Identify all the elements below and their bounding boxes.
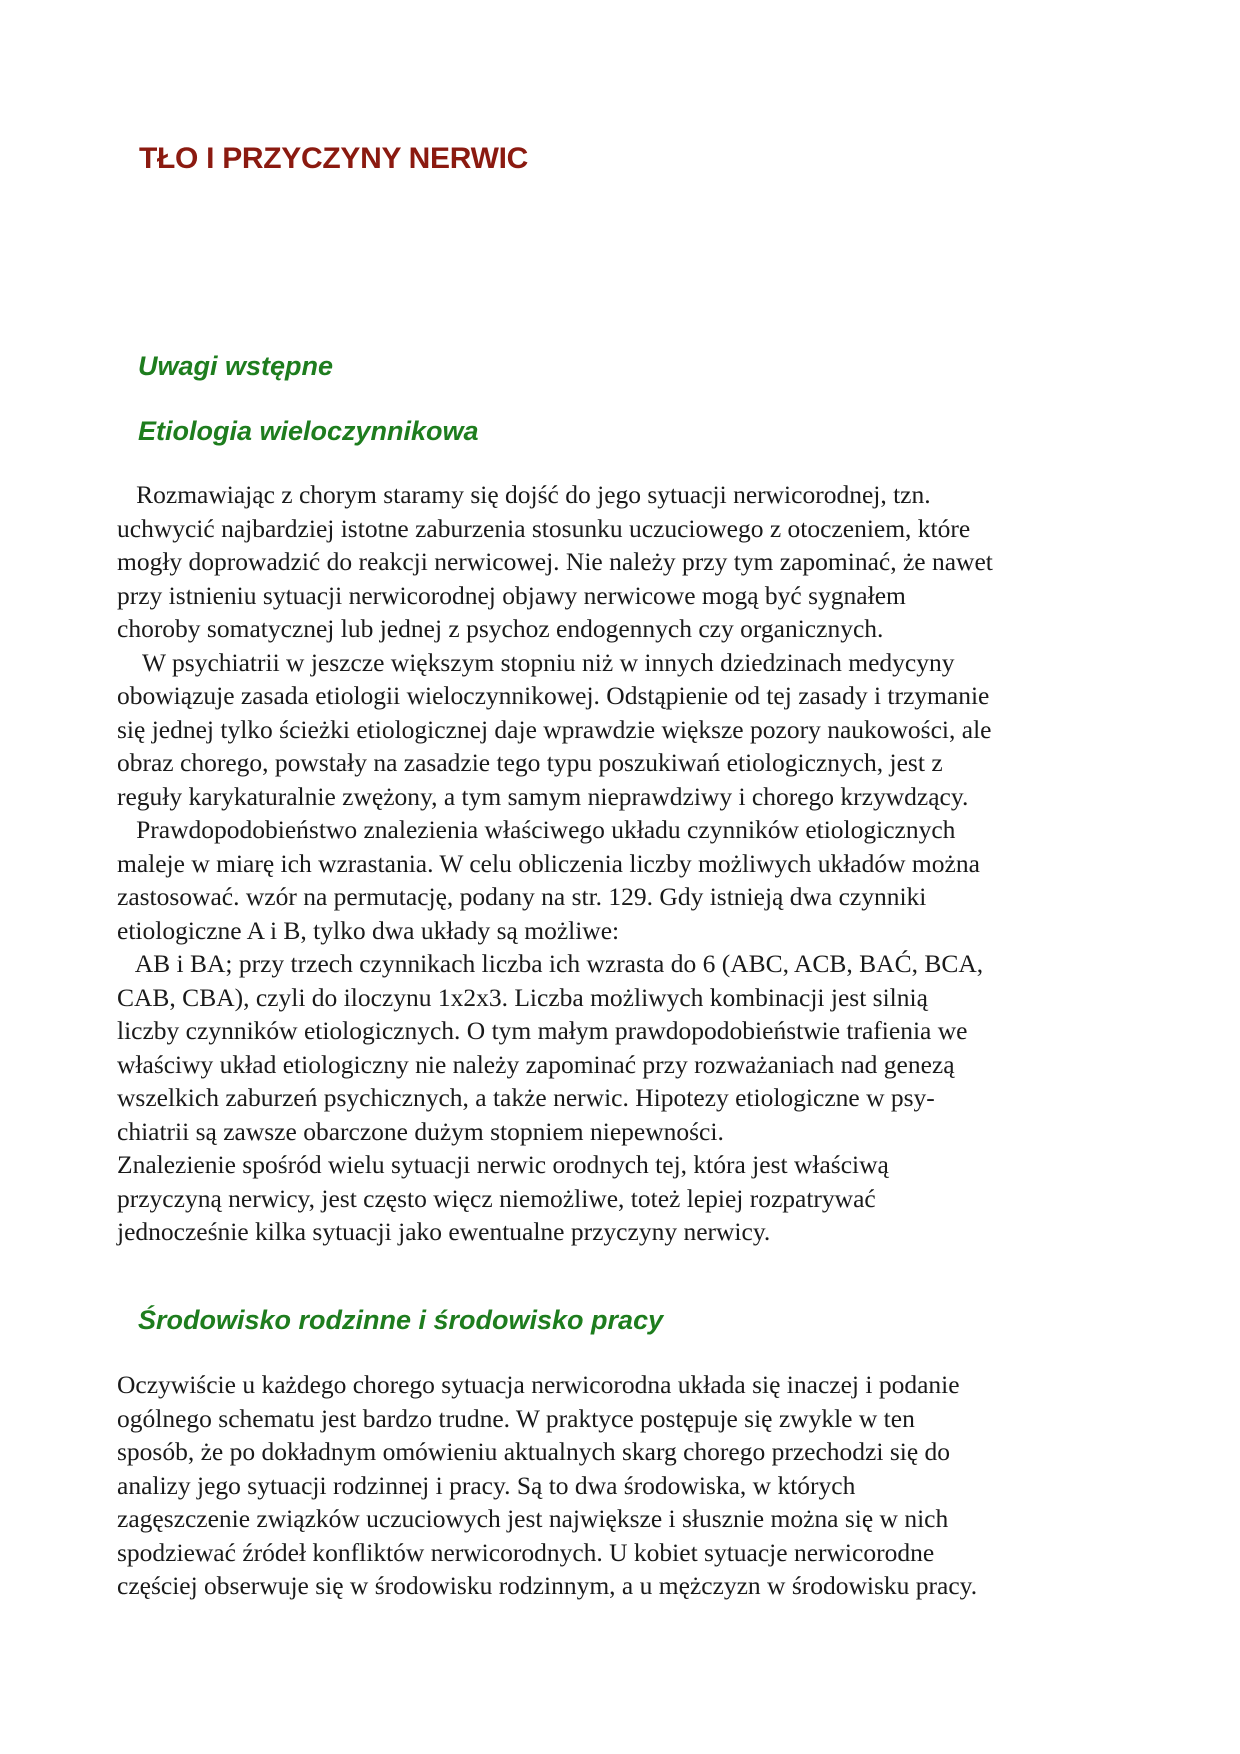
section-heading-srodowisko: Środowisko rodzinne i środowisko pracy (138, 1305, 664, 1335)
document-title: TŁO I PRZYCZYNY NERWIC (139, 142, 528, 175)
text-line: chiatrii są zawsze obarczone dużym stopniem niepewności. (117, 1116, 724, 1146)
text-line: etiologiczne A i B, tylko dwa układy są możliwe: (117, 915, 620, 945)
text-line: przyczyną nerwicy, jest często więcz niemożliwe, toteż lepiej rozpatrywać (117, 1183, 876, 1213)
text-line: analizy jego sytuacji rodzinnej i pracy. Są to dwa środowiska, w których (117, 1470, 856, 1500)
text-line: zastosować. wzór na permutację, podany na str. 129. Gdy istnieją dwa czynniki (117, 882, 927, 911)
srodowisko-body (117, 1368, 1127, 1603)
section-heading-etiologia: Etiologia wieloczynnikowa (138, 416, 479, 446)
etiologia-body (117, 478, 1127, 1249)
text-line: przy istnieniu sytuacji nerwicorodnej objawy nerwicowe mogą być sygnałem (117, 580, 906, 610)
text-line: AB i BA; przy trzech czynnikach liczba ich wzrasta do 6 (ABC, ACB, BAĆ, BCA, (117, 949, 984, 978)
text-line: Znalezienie spośród wielu sytuacji nerwic orodnych tej, która jest właściwą (117, 1150, 889, 1179)
text-line: mogły doprowadzić do reakcji nerwicowej. Nie należy przy tym zapominać, że nawet (117, 547, 993, 576)
text-line: Oczywiście u każdego chorego sytuacja nerwicorodna układa się inaczej i podanie (117, 1370, 960, 1399)
text-line: zagęszczenie związków uczuciowych jest największe i słusznie można się w nich (117, 1504, 949, 1533)
text-line: częściej obserwuje się w środowisku rodzinnym, a u mężczyzn w środowisku pracy. (117, 1571, 978, 1600)
text-line: uchwycić najbardziej istotne zaburzenia stosunku uczuciowego z otoczeniem, które (117, 513, 971, 543)
text-line: spodziewać źródeł konfliktów nerwicorodnych. U kobiet sytuacje nerwicorodne (117, 1537, 935, 1567)
text-line: liczby czynników etiologicznych. O tym małym prawdopodobieństwie trafienia we (117, 1016, 968, 1045)
text-line: Rozmawiając z chorym staramy się dojść do jego sytuacji nerwicorodnej, tzn. (117, 480, 931, 509)
text-line: wszelkich zaburzeń psychicznych, a także nerwic. Hipotezy etiologiczne w psy- (117, 1083, 935, 1112)
section-heading-uwagi: Uwagi wstępne (138, 351, 334, 381)
text-line: W psychiatrii w jeszcze większym stopniu niż w innych dziedzinach medycyny (117, 647, 955, 677)
text-line: reguły karykaturalnie zwężony, a tym samym nieprawdziwy i chorego krzywdzący. (117, 781, 969, 811)
text-line: obraz chorego, powstały na zasadzie tego typu poszukiwań etiologicznych, jest z (117, 748, 943, 777)
text-line: obowiązuje zasada etiologii wieloczynnikowej. Odstąpienie od tej zasady i trzymanie (117, 681, 990, 710)
text-line: CAB, CBA), czyli do iloczynu 1x2x3. Liczba możliwych kombinacji jest silnią (117, 982, 928, 1012)
text-line: właściwy układ etiologiczny nie należy zapominać przy rozważaniach nad genezą (117, 1049, 955, 1079)
text-line: choroby somatycznej lub jednej z psychoz endogennych czy organicznych. (117, 614, 884, 643)
text-line: Prawdopodobieństwo znalezienia właściwego układu czynników etiologicznych (117, 815, 956, 844)
text-line: sposób, że po dokładnym omówieniu aktualnych skarg chorego przechodzi się do (117, 1437, 951, 1466)
text-line: maleje w miarę ich wzrastania. W celu obliczenia liczby możliwych układów można (117, 848, 980, 878)
text-line: ogólnego schematu jest bardzo trudne. W praktyce postępuje się zwykle w ten (117, 1403, 915, 1433)
text-line: jednocześnie kilka sytuacji jako ewentualne przyczyny nerwicy. (117, 1217, 771, 1246)
text-line: się jednej tylko ścieżki etiologicznej daje wprawdzie większe pozory naukowości, ale (117, 714, 992, 744)
